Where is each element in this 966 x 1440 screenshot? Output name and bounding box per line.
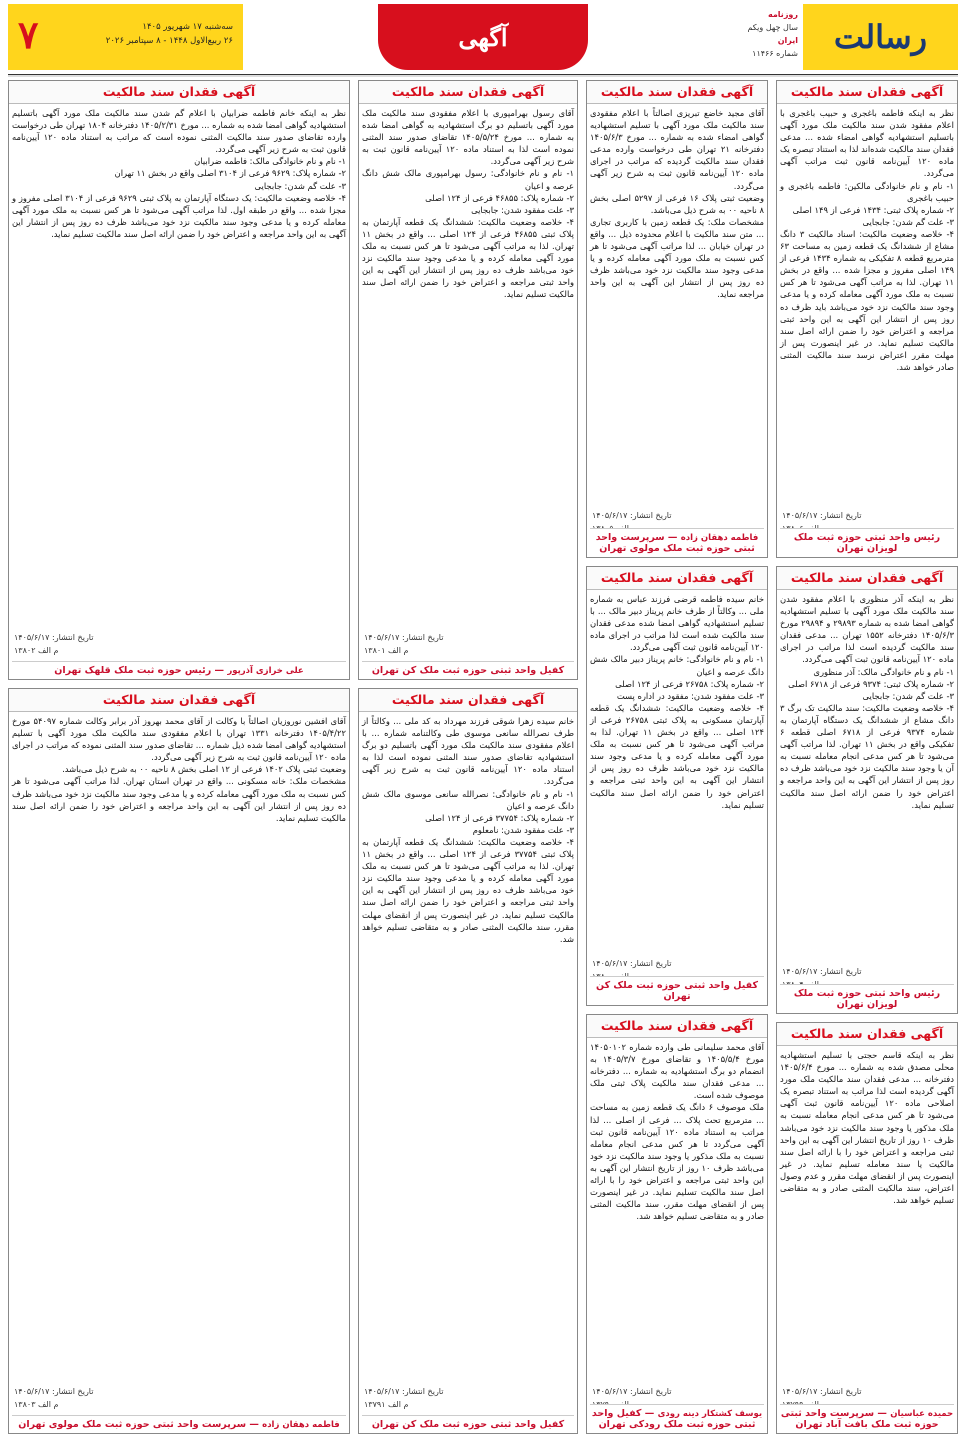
ad-body: خانم سیده فاطمه قرضی فرزند عباس به شماره ملی ... وکالتاً از طرف خانم پریناز دبیر مالک ... با تسلیم استشهادیه گواهی امضا شده مدعی فقدان سند مالکیت شده است لذا مراتب در اجرای ماده ۱۲۰ آیین‌نامه قانون ثبت آگهی می‌گردد. ۱- نام و نام خانوادگی: خانم پریناز دبیر مالک شش دانگ عرصه و اعیان ۲- شماره پلاک: ۲۶۷۵۸ فرعی از ۱۲۴ اصلی ۳- علت مفقود شدن: مفقود در اداره پست ۴- خلاصه وضعیت مالکیت: ششدانگ یک قطعه آپارتمان مسکونی به پلاک ثبتی ۲۶۷۵۸ فرعی از ۱۲۴ اصلی ... واقع در بخش ۱۱ تهران. لذا به مراتب آگهی می‌شود تا هر کس نسبت به ملک مورد آگهی معامله کرده و یا مدعی وجود سند مالکیت نزد خود می‌باشد ظرف ده روز پس از انتشار این آگهی به این واحد ثبتی مراجعه و اعتراض خود را ضمن ارائه اصل سند مالکیت تسلیم نماید. [590,594,764,810]
ad-box [776,80,958,558]
ad-footer-text: رئیس حوزه ثبت ملک قلهک تهران [54,665,212,676]
ad-footer: کفیل واحد ثبتی حوزه ثبت ملک کن تهران [362,1415,574,1430]
ad-title: آگهی فقدان سند مالکیت [587,567,767,590]
ad-title: آگهی فقدان سند مالکیت [359,81,577,104]
ad-date: تاریخ انتشار: ۱۴۰۵/۶/۱۷ [782,1387,862,1396]
ad-footer-text: سرپرست واحد ثبتی حوزه ثبت ملک بافت آباد تهران [780,1408,939,1430]
ad-date: تاریخ انتشار: ۱۴۰۵/۶/۱۷ [364,1387,444,1396]
ad-body: آقای افشین نوروزیان اصالتاً با وکالت از آقای محمد بهروز آذر برابر وکالت شماره ۵۴۰۹۷ مورخ ۱۴۰۵/۴/۲۲ دفترخانه ۱۳۳۱ تهران با اعلام مفقودی سند مالکیت ملک مورد آگهی با تسلیم استشهادیه گواهی امضا شده ذیل شماره ... تقاضای صدور سند المثنی نموده که مراتب در اجرای ماده ۱۲۰ آیین‌نامه قانون ثبت به شرح زیر آگهی می‌گردد. وضعیت ثبتی پلاک ۱۴۰۲ فرعی از ۱۲ اصلی بخش ۸ ناحیه ۰۰ به شرح ذیل می‌باشد. مشخصات ملک: خانه مسکونی ... واقع در تهران استان تهران. لذا مراتب آگهی می‌شود تا هر کس نسبت به ملک مورد آگهی معامله کرده و یا مدعی وجود سند مالکیت نزد خود می‌باشد ظرف ده روز پس از انتشار این آگهی به این واحد مراجعه و اعتراض خود را ضمن ارائه اصل سند مالکیت تسلیم نماید. [12,716,346,823]
ad-ref: م الف ۱۳۸۰۱ [364,646,409,655]
ad-footer: کفیل واحد ثبتی حوزه ثبت ملک کن تهران [590,976,764,1002]
ad-footer: رئیس واحد ثبتی حوزه ثبت ملک لویزان تهران [780,984,954,1010]
ad-box [586,566,768,1006]
ad-box [776,1022,958,1434]
ad-footer-text: سرپرست واحد ثبتی حوزه ثبت ملک مولوی تهران [18,1419,247,1430]
ad-signer: حمیده عباسیان [890,1409,954,1419]
ad-footer: کفیل واحد ثبتی حوزه ثبت ملک کن تهران [362,661,574,676]
ad-ref: م الف ۱۳۸۰۲ [14,646,59,655]
ad-date: تاریخ انتشار: ۱۴۰۵/۶/۱۷ [592,1387,672,1396]
ad-footer: فاطمه دهقان زاده — سرپرست واحد ثبتی حوزه ثبت ملک مولوی تهران [590,528,764,554]
ad-box [586,1014,768,1434]
ad-date: تاریخ انتشار: ۱۴۰۵/۶/۱۷ [782,511,862,520]
ad-date: تاریخ انتشار: ۱۴۰۵/۶/۱۷ [782,967,862,976]
ad-box [358,80,578,680]
column-1 [776,80,958,1434]
ad-footer-text: کفیل واحد ثبتی حوزه ثبت ملک رودکی تهران [591,1408,756,1430]
ad-date: تاریخ انتشار: ۱۴۰۵/۶/۱۷ [592,511,672,520]
section-title: آگهی [458,22,508,52]
ad-title: آگهی فقدان سند مالکیت [777,1023,957,1046]
ad-date: تاریخ انتشار: ۱۴۰۵/۶/۱۷ [14,1387,94,1396]
ad-date: تاریخ انتشار: ۱۴۰۵/۶/۱۷ [14,633,94,642]
ad-body: آقای محمد سلیمانی طی وارده شماره ۱۴۰۵۰۱۰۲ مورخ ۱۴۰۵/۵/۴ و تقاضای مورخ ۱۴۰۵/۳/۷ به انضمام دو برگ استشهادیه به شماره ... دفترخانه ... مدعی فقدان سند مالکیت پلاک ثبتی ملک موصوف شده است. ملک موصوف ۶ دانگ یک قطعه زمین به مساحت ... مترمربع تحت پلاک ... فرعی از اصلی ... لذا مراتب به استناد ماده ۱۲۰ آیین‌نامه قانون ثبت آگهی می‌گردد تا هر کس مدعی انجام معامله نسبت به ملک مذکور یا وجود سند مالکیت نزد خود می‌باشد ظرف ۱۰ روز از تاریخ انتشار این آگهی به این واحد ثبتی مراجعه و اعتراض خود را با ارائه اصل سند مالکیت تسلیم نماید. در غیر اینصورت پس از انقضای مهلت مقرر، سند مالکیت المثنی صادر و به متقاضی تسلیم خواهد شد. [590,1042,765,1222]
ad-ref: م الف ۱۳۷۹۱ [364,1400,409,1409]
logo: رسالت [833,18,928,56]
ad-title: آگهی فقدان سند مالکیت [587,1015,767,1038]
date-lines [73,20,233,48]
ad-ref: م الف ۱۳۸۰۳ [14,1400,59,1409]
ad-box [586,80,768,558]
ad-date: تاریخ انتشار: ۱۴۰۵/۶/۱۷ [364,633,444,642]
ad-title: آگهی فقدان سند مالکیت [587,81,767,104]
ad-title: آگهی فقدان سند مالکیت [777,567,957,590]
ad-signer: فاطمه دهقان زاده [262,1420,340,1430]
issue-info-line4: شماره ۱۱۴۶۶ [752,49,798,58]
masthead [8,4,958,76]
column-2 [586,80,768,1434]
ad-title: آگهی فقدان سند مالکیت [9,81,349,104]
issue-info-line3: ایران [777,36,798,45]
date-line-2: ۲۶ ربیع‌الاول ۱۴۴۸ - ۸ سپتامبر ۲۰۲۶ [105,36,233,46]
ad-signer: علی خرازی آذرپور [227,666,304,676]
ad-title: آگهی فقدان سند مالکیت [359,689,577,712]
ad-body: آقای مجید خاضع تبریزی اصالتاً با اعلام مفقودی سند مالکیت ملک مورد آگهی با تسلیم استشهادیه گواهی امضاء شده به شماره ... مورخ ۱۴۰۵/۶/۳ دفترخانه ۲۱ تهران طی درخواست وارده مدعی فقدان سند مالکیت گردیده که مراتب در اجرای ماده ۱۲۰ آیین‌نامه قانون ثبت به شرح زیر آگهی می‌گردد. وضعیت ثبتی پلاک ۱۶ فرعی از ۵۲۹۷ اصلی بخش ۸ ناحیه ۰۰ به شرح ذیل می‌باشد. مشخصات ملک: یک قطعه زمین با کاربری تجاری ... متن سند مالکیت با اعلام محدوده ذیل ... واقع در تهران خیابان ... لذا مراتب آگهی می‌شود تا هر کس نسبت به ملک مورد آگهی معامله کرده و یا مدعی وجود سند مالکیت نزد خود می‌باشد ظرف ده روز پس از انتشار این آگهی به این واحد مراجعه نماید. [590,108,765,300]
ad-title: آگهی فقدان سند مالکیت [9,689,349,712]
divider [8,75,958,77]
ad-signer: یوسف کشتکار دینه رودی [657,1409,763,1419]
ad-footer: یوسف کشتکار دینه رودی — کفیل واحد ثبتی حوزه ثبت ملک رودکی تهران [590,1404,764,1430]
ad-body: خانم سیده زهرا شوقی فرزند مهرداد به کد ملی ... وکالتاً از طرف نصرالله سانعی موسوی طی وکالتنامه شماره ... با اعلام مفقودی سند مالکیت ملک مورد آگهی باتسلیم دو برگ استشهادیه تقاضای صدور سند المثنی نموده است لذا به استناد ماده ۱۲۰ آیین‌نامه قانون ثبت به شرح زیر آگهی می‌گردد. ۱- نام و نام خانوادگی: نصرالله سانعی موسوی مالک شش دانگ عرصه و اعیان ۲- شماره پلاک: ۳۷۷۵۴ فرعی از ۱۲۴ اصلی ۳- علت مفقود شدن: نامعلوم ۴- خلاصه وضعیت مالکیت: ششدانگ یک قطعه آپارتمان به پلاک ثبتی ۳۷۷۵۴ فرعی از ۱۲۴ اصلی ... واقع در بخش ۱۱ تهران. لذا به مراتب آگهی می‌شود تا هر کس نسبت به ملک مورد آگهی معامله کرده و یا مدعی وجود سند مالکیت نزد خود می‌باشد ظرف ده روز پس از انتشار این آگهی به این واحد ثبتی مراجعه و اعتراض خود را ضمن ارائه اصل سند مالکیت تسلیم نماید. در غیر اینصورت پس از انقضای مهلت مقرر، سند مالکیت المثنی صادر و به متقاضی تسلیم خواهد شد. [362,716,575,944]
ads-grid [8,80,958,1434]
ad-box [8,688,350,1434]
ad-box [8,80,350,680]
ad-signer: فاطمه دهقان زاده [680,533,759,543]
ad-body: آقای رسول بهرامپوری با اعلام مفقودی سند مالکیت ملک مورد آگهی باتسلیم دو برگ استشهادیه به گواهی امضا شده به شماره ... مورخ ۱۴۰۵/۵/۲۴ تقاضای صدور سند المثنی نموده است لذا به استناد ماده ۱۲۰ آیین‌نامه قانون ثبت به شرح زیر آگهی می‌گردد. ۱- نام و نام خانوادگی: رسول بهرامپوری مالک شش دانگ عرصه و اعیان ۲- شماره پلاک: ۴۶۸۵۵ فرعی از ۱۲۴ اصلی ۳- علت مفقود شدن: جابجایی ۴- خلاصه وضعیت مالکیت: ششدانگ یک قطعه آپارتمان به پلاک ثبتی ۴۶۸۵۵ فرعی از ۱۲۴ اصلی ... واقع در بخش ۱۱ تهران. لذا به مراتب آگهی می‌شود تا هر کس نسبت به ملک مورد آگهی معامله کرده و یا مدعی وجود سند مالکیت نزد خود می‌باشد ظرف ده روز پس از انتشار این آگهی به این واحد ثبتی مراجعه و اعتراض خود را ضمن ارائه اصل سند مالکیت تسلیم نماید. [362,108,575,300]
issue-info [688,8,798,60]
ad-body: نظر به اینکه آذر منظوری با اعلام مفقود شدن سند مالکیت ملک مورد آگهی با تسلیم استشهادیه گواهی امضا شده به شماره ۲۹۸۹۳ و ۲۹۸۹۴ مورخ ۱۴۰۵/۶/۳ دفترخانه ۱۵۵۲ تهران ... مدعی فقدان سند مالکیت گردیده است لذا مراتب در اجرای ماده ۱۲۰ آیین‌نامه قانون ثبت آگهی می‌گردد. ۱- نام و نام خانوادگی مالک: آذر منظوری ۲- شماره پلاک ثبتی: ۹۳۷۴ فرعی از ۶۷۱۸ اصلی ۳- علت گم شدن: جابجایی ۴- خلاصه وضعیت مالکیت: سند مالکیت تک برگ ۳ دانگ مشاع از ششدانگ یک دستگاه آپارتمان به شماره ۹۳۷۴ فرعی از ۶۷۱۸ اصلی قطعه ۶ تفکیکی واقع در بخش ۱۱ تهران. لذا مراتب آگهی می‌شود تا هر کس مدعی انجام معامله نسبت به آن یا وجود سند مالکیت نزد خود می‌باشد ظرف ده روز پس از انتشار این آگهی به این واحد مراجعه و اعتراض خود را ضمن ارائه اصل سند مالکیت تسلیم نماید. [780,594,954,810]
ad-footer: رئیس واحد ثبتی حوزه ثبت ملک لویزان تهران [780,528,954,554]
issue-info-line2: سال چهل ویکم [747,23,798,32]
ad-title: آگهی فقدان سند مالکیت [777,81,957,104]
ad-body: نظر به اینکه فاطمه باغجری و حبیب باغجری با اعلام مفقود شدن سند مالکیت ملک مورد آگهی باتسلیم استشهادیه گواهی امضاء شده ... مدعی فقدان سند مالکیت شده‌اند لذا به استناد تبصره یک ماده ۱۲۰ آیین‌نامه قانون ثبت مراتب آگهی می‌گردد. ۱- نام و نام خانوادگی مالکین: فاطمه باغجری و حبیب باغجری ۲- شماره پلاک ثبتی: ۱۴۳۴ فرعی از ۱۴۹ اصلی ۳- علت گم شدن: جابجایی ۴- خلاصه وضعیت مالکیت: اسناد مالکیت ۳ دانگ مشاع از ششدانگ یک قطعه زمین به مساحت ۶۳ مترمربع قطعه ۸ تفکیکی به شماره ۱۴۳۴ فرعی از ۱۴۹ اصلی مفروز و مجزا شده ... واقع در بخش ۱۱ تهران. لذا به مراتب آگهی می‌شود تا هر کس نسبت به ملک مورد آگهی معامله کرده و یا مدعی وجود سند مالکیت نزد خود می‌باشد باید ظرف ده روز پس از انتشار این آگهی به این واحد ثبتی مراجعه و اعتراض خود را ضمن ارائه اصل سند مالکیت تسلیم نماید. در غیر اینصورت پس از مهلت مقرر اعتراض نرسد سند مالکیت المثنی صادر خواهد شد. [780,108,955,372]
ad-footer-text: سرپرست واحد ثبتی حوزه ثبت ملک مولوی تهران [595,532,755,554]
ad-body: نظر به اینکه قاسم حجتی با تسلیم استشهادیه محلی مصدق شده به شماره ... مورخ ۱۴۰۵/۶/۴ دفترخانه ... مدعی فقدان سند مالکیت ملک مورد آگهی گردیده است لذا مراتب به استناد تبصره یک اصلاحی ماده ۱۲۰ آیین‌نامه قانون ثبت آگهی می‌شود تا هر کس مدعی انجام معامله نسبت به ملک مذکور یا وجود سند مالکیت نزد خود می‌باشد ظرف ۱۰ روز از تاریخ انتشار این آگهی به این واحد ثبتی مراجعه و اعتراض خود را با ارائه اصل سند مالکیت یا سند معامله تسلیم نماید. در غیر اینصورت پس از انقضای مهلت مقرر و عدم وصول اعتراض، سند مالکیت المثنی صادر و به متقاضی تسلیم خواهد شد. [779,1050,954,1206]
ad-footer: علی خرازی آذرپور — رئیس حوزه ثبت ملک قلهک تهران [12,661,346,676]
date-block [8,4,243,70]
ad-footer: فاطمه دهقان زاده — سرپرست واحد ثبتی حوزه ثبت ملک مولوی تهران [12,1415,346,1430]
ad-body: نظر به اینکه خانم فاطمه ضرابیان با اعلام گم شدن سند مالکیت ملک مورد آگهی باتسلیم استشهادیه گواهی امضا شده به شماره ... مورخ ۱۴۰۵/۲/۳۱ دفترخانه ۱۸۰۴ تهران طی درخواست وارده تقاضای صدور سند مالکیت المثنی نموده است که مراتب به استناد ماده ۱۲۰ آیین‌نامه قانون ثبت به شرح زیر آگهی می‌گردد. ۱- نام و نام خانوادگی مالک: فاطمه ضرابیان ۲- شماره پلاک: ۹۶۲۹ فرعی از ۳۱۰۴ اصلی واقع در بخش ۱۱ تهران ۳- علت گم شدن: جابجایی ۴- خلاصه وضعیت مالکیت: یک دستگاه آپارتمان به پلاک ثبتی ۹۶۲۹ فرعی از ۳۱۰۴ اصلی مفروز و مجزا شده ... واقع در طبقه اول. لذا مراتب آگهی می‌شود تا هر کس نسبت به ملک مورد آگهی معامله کرده و یا مدعی وجود سند مالکیت نزد خود می‌باشد ظرف ده روز پس از انتشار این آگهی به این واحد مراجعه و اعتراض خود را ضمن ارائه اصل سند مالکیت تسلیم نماید. [12,108,346,239]
ad-date: تاریخ انتشار: ۱۴۰۵/۶/۱۷ [592,959,672,968]
logo-block [803,4,958,70]
issue-info-line1: روزنامه [768,10,798,19]
ad-footer: حمیده عباسیان — سرپرست واحد ثبتی حوزه ثبت ملک بافت آباد تهران [780,1404,954,1430]
date-line-1: سه‌شنبه ۱۷ شهریور ۱۴۰۵ [142,22,233,32]
column-3 [358,80,578,1434]
section-banner [378,4,588,70]
ad-box [358,688,578,1434]
column-4 [8,80,350,1434]
page-number: ۷ [18,12,39,57]
ad-box [776,566,958,1014]
